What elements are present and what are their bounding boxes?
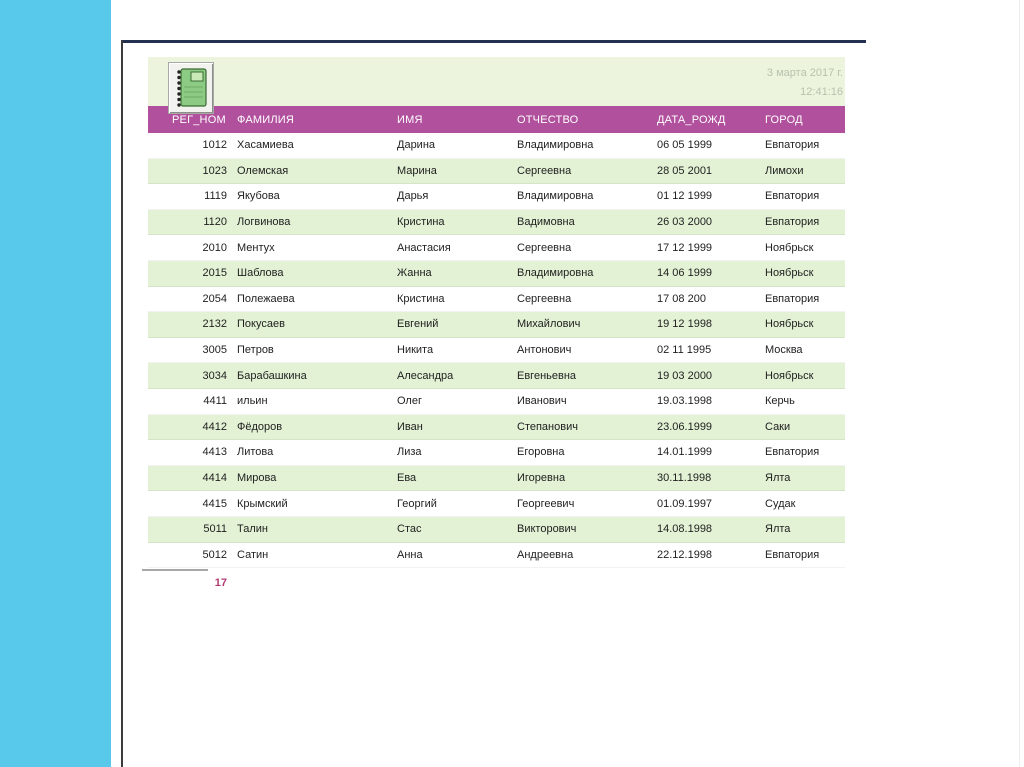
cell-reg-num: 1012 — [202, 139, 227, 152]
cell-birthdate: 14.08.1998 — [657, 523, 713, 536]
cell-name: Дарья — [397, 190, 429, 203]
cell-city: Судак — [765, 497, 796, 510]
report-header-band — [148, 57, 845, 106]
cell-birthdate: 22.12.1998 — [657, 548, 713, 561]
table-body — [148, 133, 845, 568]
cell-reg-num: 2054 — [202, 292, 227, 305]
cell-city: Ялта — [765, 472, 791, 485]
column-header-reg-num: РЕГ_НОМ — [172, 113, 226, 126]
cell-surname: Полежаева — [237, 292, 295, 305]
cell-patronym: Владимировна — [517, 139, 594, 152]
cell-name: Кристина — [397, 292, 445, 305]
cell-name: Иван — [397, 420, 423, 433]
notebook-icon-glyph — [173, 67, 209, 109]
cell-city: Ноябрьск — [765, 369, 814, 382]
cell-city: Ноябрьск — [765, 318, 814, 331]
cell-name: Анна — [397, 548, 423, 561]
cell-patronym: Владимировна — [517, 267, 594, 280]
cell-birthdate: 19 03 2000 — [657, 369, 713, 382]
cell-reg-num: 4411 — [203, 395, 227, 408]
column-header-patronym: ОТЧЕСТВО — [517, 113, 579, 126]
cell-name: Анастасия — [397, 241, 451, 254]
cell-birthdate: 02 11 1995 — [657, 344, 712, 357]
table-row — [148, 261, 845, 287]
table-row — [148, 440, 845, 466]
cell-patronym: Викторович — [517, 523, 577, 536]
cell-surname: Ментух — [237, 241, 275, 254]
cell-birthdate: 06 05 1999 — [657, 139, 713, 152]
record-count-row — [148, 577, 845, 589]
cell-name: Олег — [397, 395, 422, 408]
cell-patronym: Вадимовна — [517, 216, 575, 229]
cell-surname: Мирова — [237, 472, 277, 485]
table-row — [148, 466, 845, 492]
table-row — [148, 287, 845, 313]
report-page — [148, 57, 845, 589]
table-row — [148, 491, 845, 517]
table-row — [148, 543, 845, 569]
cell-city: Евпатория — [765, 190, 820, 203]
cell-birthdate: 17 12 1999 — [657, 241, 713, 254]
cell-patronym: Егоровна — [517, 446, 565, 459]
window-right-edge — [1019, 0, 1020, 767]
cell-surname: Сатин — [237, 548, 269, 561]
cell-city: Ноябрьск — [765, 267, 814, 280]
cell-city: Евпатория — [765, 216, 820, 229]
cell-reg-num: 3034 — [202, 369, 227, 382]
cell-patronym: Георгеевич — [517, 497, 575, 510]
cell-name: Георгий — [397, 497, 437, 510]
cell-city: Евпатория — [765, 446, 820, 459]
column-header-city: ГОРОД — [765, 113, 803, 126]
cell-patronym: Сергеевна — [517, 292, 572, 305]
cell-surname: Барабашкина — [237, 369, 307, 382]
page-top-border — [121, 40, 866, 43]
record-count: 17 — [214, 577, 227, 590]
cell-reg-num: 3005 — [202, 344, 227, 357]
cell-patronym: Сергеевна — [517, 164, 572, 177]
report-date: 3 марта 2017 г. — [766, 67, 843, 79]
cell-patronym: Игоревна — [517, 472, 566, 485]
cell-city: Евпатория — [765, 548, 820, 561]
cell-patronym: Евгеньевна — [517, 369, 577, 382]
cell-reg-num: 1119 — [204, 190, 227, 203]
cell-birthdate: 19 12 1998 — [657, 318, 713, 331]
cell-city: Москва — [765, 344, 803, 357]
cell-surname: Шаблова — [237, 267, 284, 280]
table-row — [148, 338, 845, 364]
cell-birthdate: 14.01.1999 — [657, 446, 713, 459]
cell-reg-num: 5011 — [203, 523, 227, 536]
cell-birthdate: 01 12 1999 — [657, 190, 713, 203]
cell-patronym: Антонович — [517, 344, 572, 357]
cell-city: Лимохи — [765, 164, 804, 177]
cell-reg-num: 1120 — [203, 216, 227, 229]
cell-reg-num: 1023 — [202, 164, 227, 177]
cell-city: Керчь — [765, 395, 795, 408]
cell-city: Ялта — [765, 523, 791, 536]
cell-surname: Якубова — [237, 190, 280, 203]
cell-birthdate: 17 08 200 — [657, 292, 706, 305]
table-header — [148, 106, 845, 133]
cell-name: Жанна — [397, 267, 432, 280]
cell-name: Лиза — [397, 446, 422, 459]
cell-patronym: Михайлович — [517, 318, 581, 331]
column-header-name: ИМЯ — [397, 113, 423, 126]
table-row — [148, 159, 845, 185]
cell-birthdate: 14 06 1999 — [657, 267, 713, 280]
cell-name: Евгений — [397, 318, 439, 331]
cell-name: Никита — [397, 344, 434, 357]
cell-reg-num: 4415 — [202, 497, 227, 510]
cell-name: Ева — [397, 472, 417, 485]
cell-patronym: Степанович — [517, 420, 578, 433]
cell-city: Саки — [765, 420, 791, 433]
cell-name: Стас — [397, 523, 422, 536]
cell-surname: Покусаев — [237, 318, 285, 331]
cell-birthdate: 30.11.1998 — [657, 472, 712, 485]
cell-patronym: Сергеевна — [517, 241, 572, 254]
table-row — [148, 312, 845, 338]
cell-surname: Крымский — [237, 497, 288, 510]
cell-birthdate: 28 05 2001 — [657, 164, 713, 177]
cell-reg-num: 5012 — [202, 548, 227, 561]
cell-birthdate: 23.06.1999 — [657, 420, 713, 433]
cell-surname: ильин — [237, 395, 268, 408]
table-row — [148, 210, 845, 236]
report-timestamp — [767, 64, 843, 102]
cell-name: Алесандра — [397, 369, 454, 382]
total-line — [142, 569, 208, 571]
table-row — [148, 517, 845, 543]
notebook-icon — [168, 62, 214, 114]
cell-birthdate: 01.09.1997 — [657, 497, 713, 510]
table-row — [148, 389, 845, 415]
table-row — [148, 133, 845, 159]
cell-city: Ноябрьск — [765, 241, 814, 254]
cell-reg-num: 4412 — [202, 420, 227, 433]
cell-birthdate: 19.03.1998 — [657, 395, 713, 408]
cell-name: Кристина — [397, 216, 445, 229]
cell-reg-num: 2010 — [202, 241, 227, 254]
table-row — [148, 363, 845, 389]
cell-surname: Петров — [237, 344, 274, 357]
cell-birthdate: 26 03 2000 — [657, 216, 713, 229]
cell-name: Дарина — [397, 139, 436, 152]
cell-name: Марина — [397, 164, 437, 177]
cell-surname: Талин — [237, 523, 268, 536]
table-row — [148, 415, 845, 441]
table-row — [148, 235, 845, 261]
page-left-border — [121, 40, 123, 767]
cell-city: Евпатория — [765, 292, 820, 305]
cell-surname: Хасамиева — [237, 139, 294, 152]
column-header-birthdate: ДАТА_РОЖД — [657, 113, 726, 126]
cell-patronym: Владимировна — [517, 190, 594, 203]
cell-patronym: Андреевна — [517, 548, 574, 561]
cell-surname: Логвинова — [237, 216, 291, 229]
cell-reg-num: 4414 — [202, 472, 227, 485]
cell-reg-num: 2132 — [202, 318, 227, 331]
left-accent-bar — [0, 0, 111, 767]
cell-city: Евпатория — [765, 139, 820, 152]
cell-surname: Фёдоров — [237, 420, 283, 433]
cell-surname: Олемская — [237, 164, 289, 177]
cell-patronym: Иванович — [517, 395, 567, 408]
table-row — [148, 184, 845, 210]
cell-reg-num: 2015 — [202, 267, 227, 280]
report-time: 12:41:16 — [800, 86, 843, 98]
cell-reg-num: 4413 — [202, 446, 227, 459]
cell-surname: Литова — [237, 446, 274, 459]
column-header-surname: ФАМИЛИЯ — [237, 113, 294, 126]
